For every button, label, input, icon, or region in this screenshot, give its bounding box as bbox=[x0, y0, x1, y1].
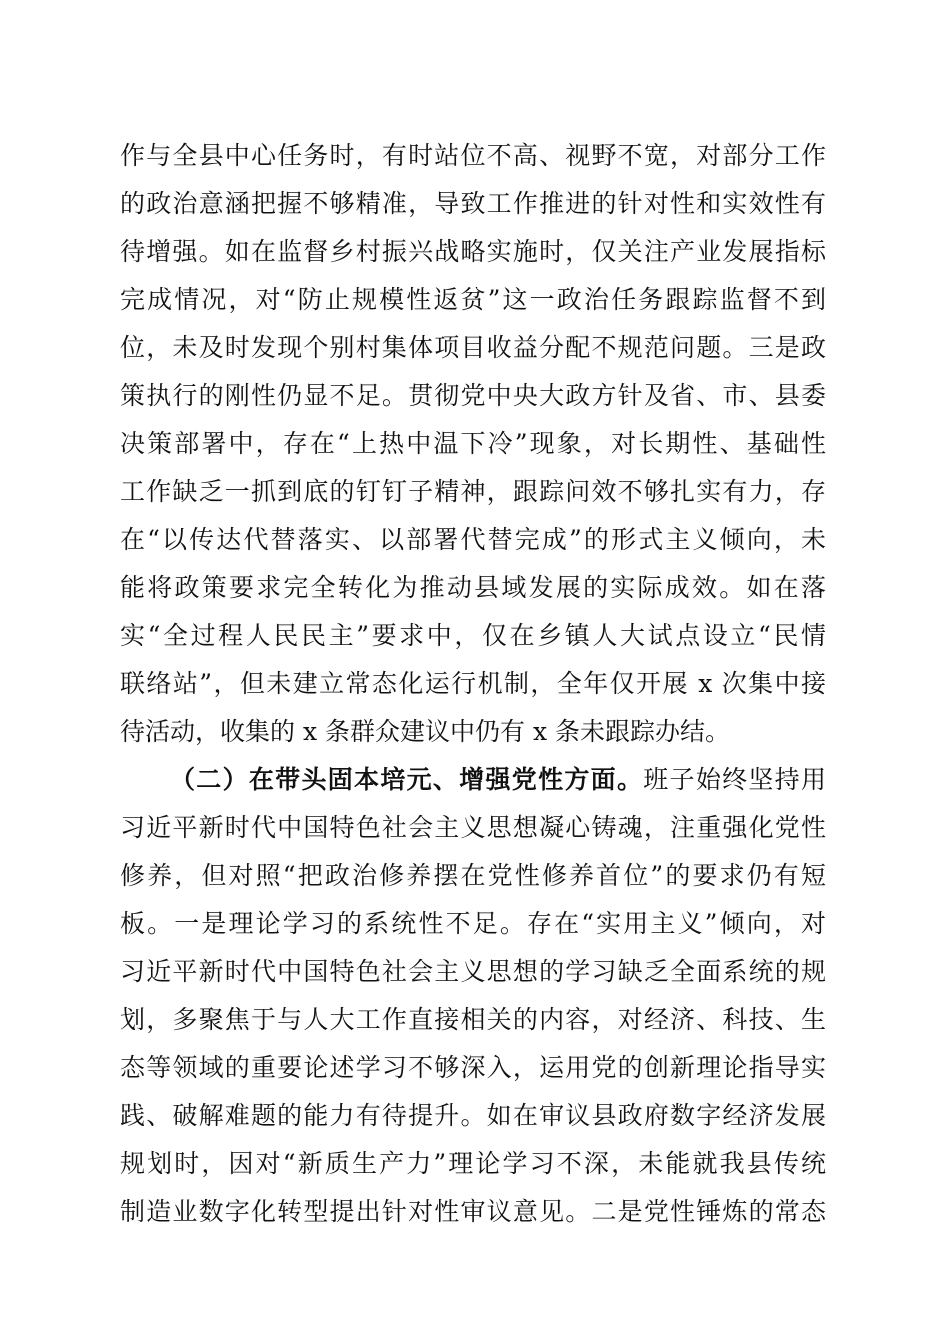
paragraph-2 bbox=[120, 756, 826, 1236]
paragraph-1 bbox=[120, 132, 826, 756]
paragraph-text: 班子始终坚持用 bbox=[643, 765, 826, 794]
paragraph-line: 践、破解难题的能力有待提升。如在审议县政府数字经济发展 bbox=[120, 1101, 826, 1130]
paragraph-first-line bbox=[120, 756, 826, 804]
paragraph-line: 决策部署中，存在“上热中温下冷”现象，对长期性、基础性 bbox=[120, 429, 826, 458]
paragraph-line: 规划时，因对“新质生产力”理论学习不深，未能就我县传统 bbox=[120, 1149, 826, 1178]
section-heading: （二）在带头固本培元、增强党性方面。 bbox=[170, 765, 644, 794]
paragraph-line: 策执行的刚性仍显不足。贯彻党中央大政方针及省、市、县委 bbox=[120, 381, 826, 410]
paragraph-line: 态等领域的重要论述学习不够深入，运用党的创新理论指导实 bbox=[120, 1053, 826, 1082]
paragraph-line: 板。一是理论学习的系统性不足。存在“实用主义”倾向，对 bbox=[120, 909, 826, 938]
paragraph-line: 作与全县中心任务时，有时站位不高、视野不宽，对部分工作 bbox=[120, 141, 826, 170]
paragraph-line: 能将政策要求完全转化为推动县域发展的实际成效。如在落 bbox=[120, 573, 826, 602]
paragraph-line: 的政治意涵把握不够精准，导致工作推进的针对性和实效性有 bbox=[120, 189, 826, 218]
paragraph-line: 待增强。如在监督乡村振兴战略实施时，仅关注产业发展指标 bbox=[120, 237, 826, 266]
paragraph-line: 习近平新时代中国特色社会主义思想的学习缺乏全面系统的规 bbox=[120, 957, 826, 986]
paragraph-line: 制造业数字化转型提出针对性审议意见。二是党性锤炼的常态 bbox=[120, 1197, 826, 1226]
paragraph-line: 待活动，收集的 x 条群众建议中仍有 x 条未跟踪办结。 bbox=[120, 717, 730, 746]
paragraph-line: 工作缺乏一抓到底的钉钉子精神，跟踪问效不够扎实有力，存 bbox=[120, 477, 826, 506]
paragraph-line: 划，多聚焦于与人大工作直接相关的内容，对经济、科技、生 bbox=[120, 1005, 826, 1034]
paragraph-line: 位，未及时发现个别村集体项目收益分配不规范问题。三是政 bbox=[120, 333, 826, 362]
paragraph-line: 联络站”，但未建立常态化运行机制，全年仅开展 x 次集中接 bbox=[120, 669, 826, 698]
document-body bbox=[120, 132, 826, 1236]
paragraph-line: 习近平新时代中国特色社会主义思想凝心铸魂，注重强化党性 bbox=[120, 813, 826, 842]
paragraph-line: 在“以传达代替落实、以部署代替完成”的形式主义倾向，未 bbox=[120, 525, 826, 554]
paragraph-line: 完成情况，对“防止规模性返贫”这一政治任务跟踪监督不到 bbox=[120, 285, 826, 314]
paragraph-line: 实“全过程人民民主”要求中，仅在乡镇人大试点设立“民情 bbox=[120, 621, 826, 650]
paragraph-line: 修养，但对照“把政治修养摆在党性修养首位”的要求仍有短 bbox=[120, 861, 826, 890]
